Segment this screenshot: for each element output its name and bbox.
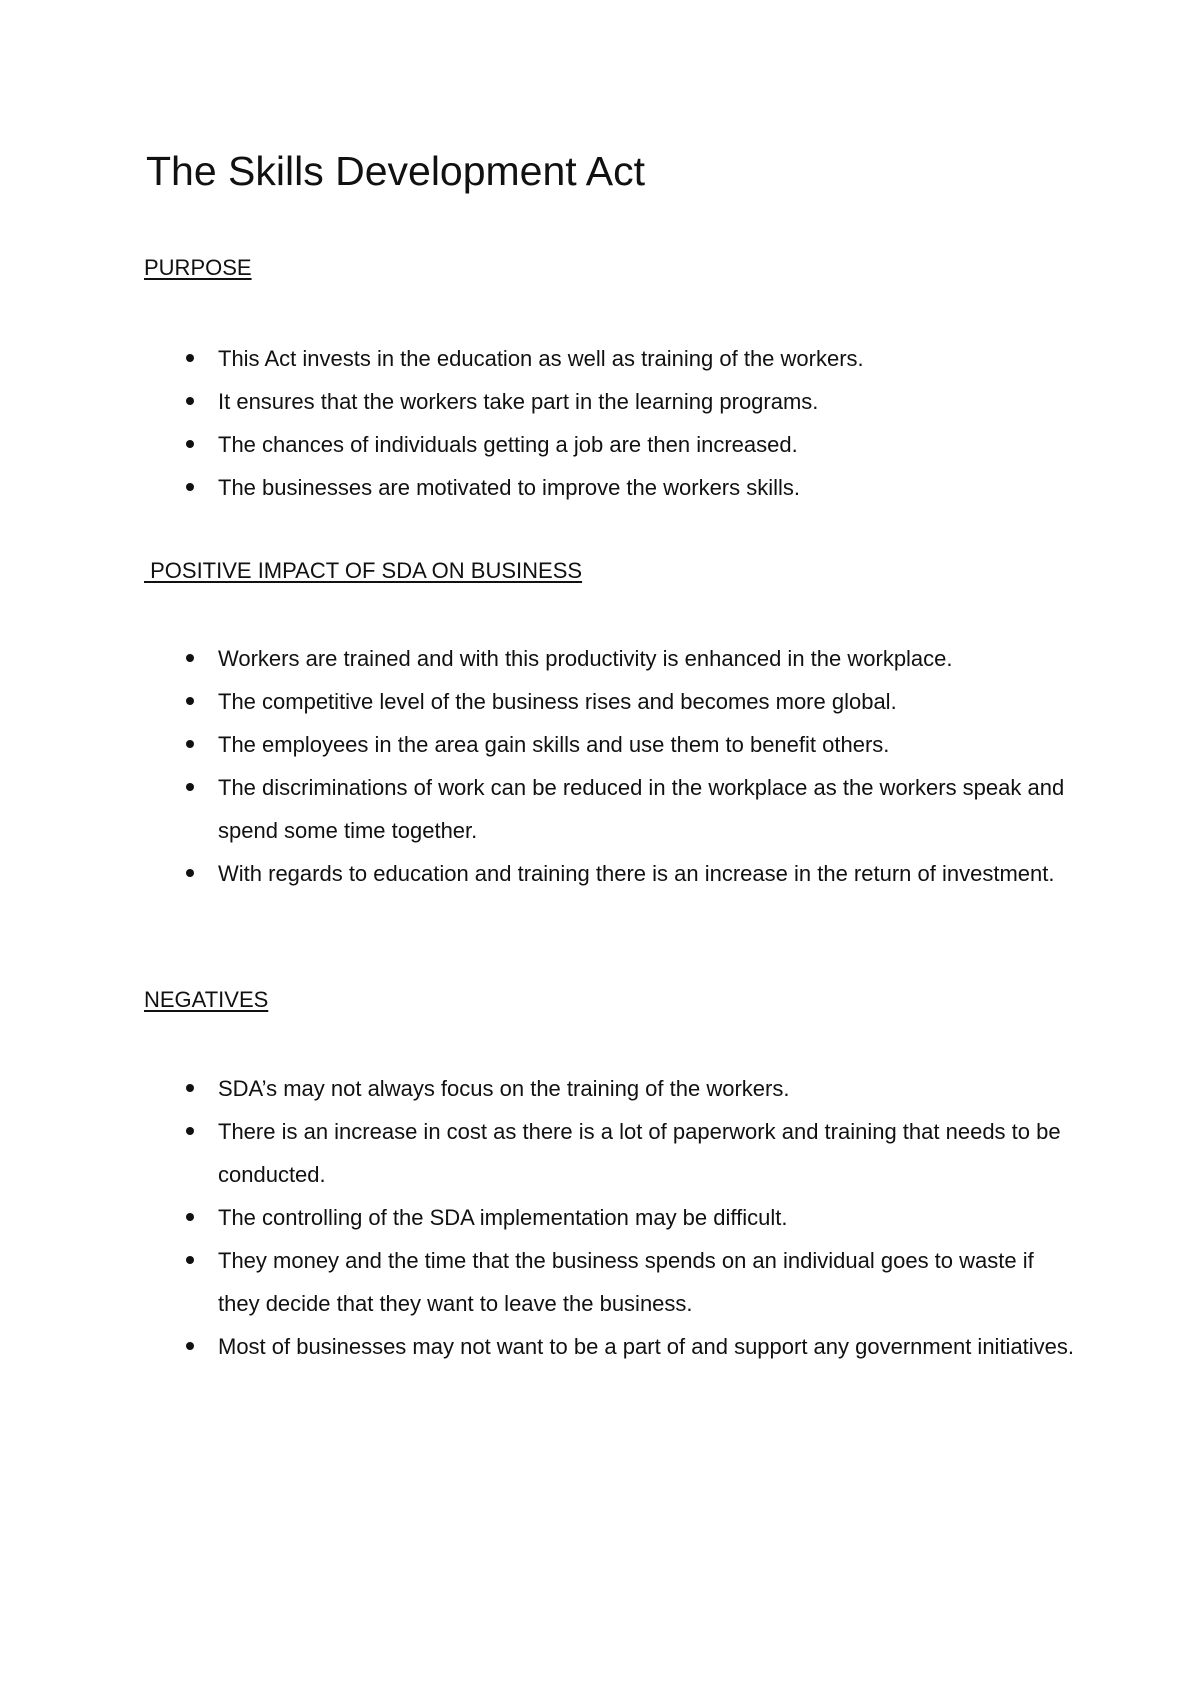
list-item xyxy=(218,1196,1078,1239)
list-item-text: The employees in the area gain skills and use them to benefit others. xyxy=(218,732,890,757)
list-item-text: SDA’s may not always focus on the training of the workers. xyxy=(218,1076,790,1101)
positive-impact-list xyxy=(218,637,1078,895)
list-item-text: The controlling of the SDA implementation may be difficult. xyxy=(218,1205,788,1230)
bullet-icon xyxy=(186,397,194,405)
list-item-text: They money and the time that the business spends on an individual goes to waste if they decide that they want to leave the business. xyxy=(218,1248,1034,1316)
bullet-icon xyxy=(186,354,194,362)
list-item xyxy=(218,723,1078,766)
list-item xyxy=(218,1325,1078,1368)
list-item xyxy=(218,466,1078,509)
list-item xyxy=(218,380,1078,423)
list-item xyxy=(218,423,1078,466)
list-item-text: This Act invests in the education as well as training of the workers. xyxy=(218,346,864,371)
list-item xyxy=(218,337,1078,380)
list-item-text: With regards to education and training there is an increase in the return of investment. xyxy=(218,861,1055,886)
bullet-icon xyxy=(186,1342,194,1350)
bullet-icon xyxy=(186,483,194,491)
bullet-icon xyxy=(186,1213,194,1221)
bullet-icon xyxy=(186,1256,194,1264)
bullet-icon xyxy=(186,440,194,448)
section-heading-positive-impact: POSITIVE IMPACT OF SDA ON BUSINESS xyxy=(144,558,583,583)
section-heading-negatives: NEGATIVES xyxy=(144,987,269,1012)
document-title: The Skills Development Act xyxy=(146,148,646,194)
list-item-text: The competitive level of the business rises and becomes more global. xyxy=(218,689,897,714)
purpose-list xyxy=(218,337,1078,509)
list-item-text: Most of businesses may not want to be a part of and support any government initiatives. xyxy=(218,1334,1075,1359)
list-item-text: The businesses are motivated to improve the workers skills. xyxy=(218,475,801,500)
list-item xyxy=(218,1067,1078,1110)
bullet-icon xyxy=(186,654,194,662)
list-item xyxy=(218,1110,1078,1196)
list-item xyxy=(218,852,1078,895)
list-item xyxy=(218,1239,1078,1325)
bullet-icon xyxy=(186,697,194,705)
list-item-text: There is an increase in cost as there is a lot of paperwork and training that needs to be conducted. xyxy=(218,1119,1061,1187)
list-item xyxy=(218,766,1078,852)
bullet-icon xyxy=(186,869,194,877)
section-heading-purpose: PURPOSE xyxy=(144,255,252,280)
list-item xyxy=(218,680,1078,723)
list-item-text: The chances of individuals getting a job are then increased. xyxy=(218,432,798,457)
list-item-text: The discriminations of work can be reduced in the workplace as the workers speak and spend some time together. xyxy=(218,775,1065,843)
negatives-list xyxy=(218,1067,1078,1368)
list-item-text: Workers are trained and with this productivity is enhanced in the workplace. xyxy=(218,646,953,671)
bullet-icon xyxy=(186,740,194,748)
list-item xyxy=(218,637,1078,680)
bullet-icon xyxy=(186,1127,194,1135)
bullet-icon xyxy=(186,783,194,791)
bullet-icon xyxy=(186,1084,194,1092)
list-item-text: It ensures that the workers take part in the learning programs. xyxy=(218,389,819,414)
